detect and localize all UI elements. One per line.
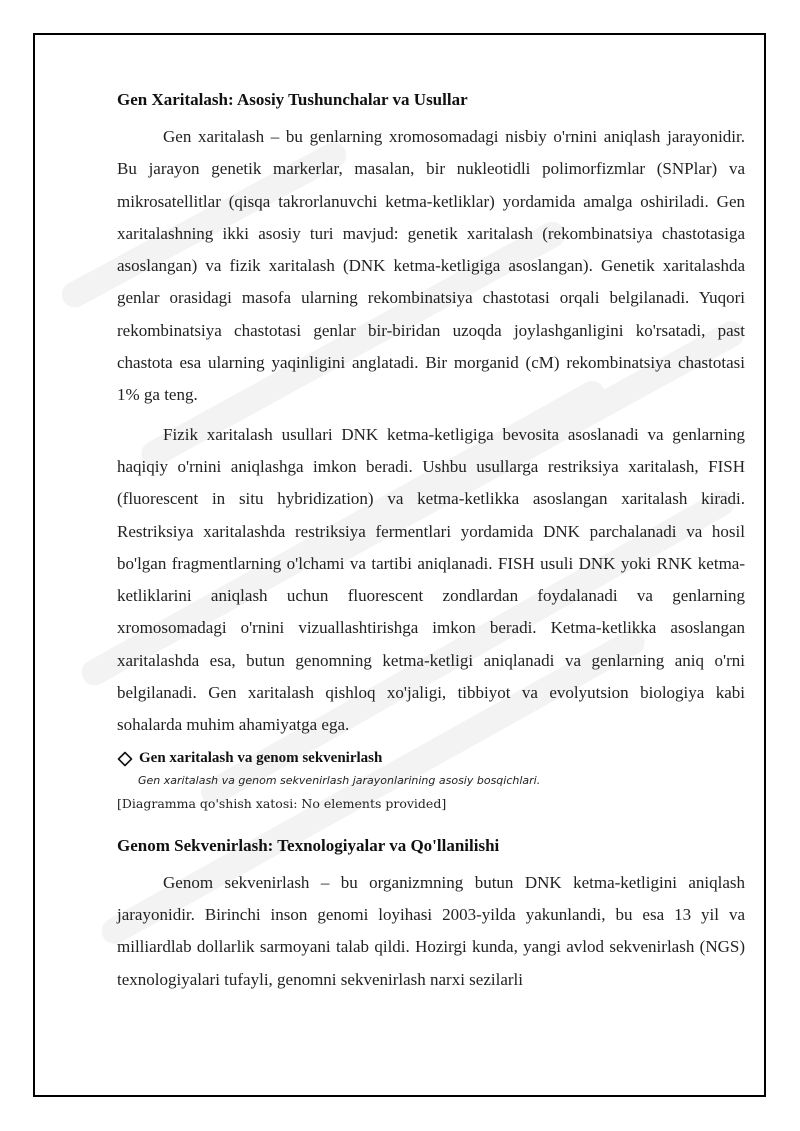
paragraph: Fizik xaritalash usullari DNK ketma-ketligiga bevosita asoslanadi va genlarning haqiqiy o'rnini aniqlashga imkon beradi. Ushbu usullarga restriksiya xaritalash, FISH (fluorescent in situ hybridization) va ketma-ketlikka asoslangan xaritalash kiradi. Restriksiya xaritalashda restriksiya fermentlari yordamida DNK parchalanadi va hosil bo'lgan fragmentlarning o'lchami va tartibi aniqlanadi. FISH usuli DNK yoki RNK ketma-ketliklarini aniqlash uchun fluorescent zondlardan foydalanadi va genlarning xromosomadagi o'rnini vizuallashtirishga imkon beradi. Ketma-ketlikka asoslangan xaritalashda esa, butun genomning ketma-ketligi aniqlanadi va genlarning aniq o'rni belgilanadi. Gen xaritalash qishloq xo'jaligi, tibbiyot va evolyutsion biologiya kabi sohalarda muhim ahamiyatga ega. [117, 424, 745, 735]
diagram-title [117, 749, 745, 769]
section-heading-genome-sequencing: Genom Sekvenirlash: Texnologiyalar va Qo'llanilishi [117, 835, 500, 855]
diagram-title-text: Gen xaritalash va genom sekvenirlash [139, 750, 383, 767]
diamond-outline-icon [117, 751, 133, 767]
page-frame [33, 33, 766, 1097]
document-body [117, 87, 745, 1003]
diagram-block [117, 749, 745, 814]
section-heading-gene-mapping: Gen Xaritalash: Asosiy Tushunchalar va Usullar [117, 90, 468, 109]
paragraph: Genom sekvenirlash – bu organizmning butun DNK ketma-ketligini aniqlash jarayonidir. Birinchi inson genomi loyihasi 2003-yilda yakunlandi, bu esa 13 yil va milliardlab dollarlik sarmoyani talab qildi. Hozirgi kunda, yangi avlod sekvenirlash (NGS) texnologiyalari tufayli, genomni sekvenirlash narxi sezilarli [117, 872, 745, 989]
diagram-caption: Gen xaritalash va genom sekvenirlash jarayonlarining asosiy bosqichlari. [138, 773, 541, 787]
diagram-error-message: [Diagramma qo'shish xatosi: No elements provided] [117, 795, 447, 811]
paragraph: Gen xaritalash – bu genlarning xromosomadagi nisbiy o'rnini aniqlash jarayonidir. Bu jarayon genetik markerlar, masalan, bir nukleotidli polimorfizmlar (SNPlar) va mikrosatellitlar (qisqa takrorlanuvchi ketma-ketliklar) yordamida amalga oshiriladi. Gen xaritalashning ikki asosiy turi mavjud: genetik xaritalash (rekombinatsiya chastotasiga asoslangan) va fizik xaritalash (DNK ketma-ketligiga asoslangan). Genetik xaritalashda genlar orasidagi masofa ularning rekombinatsiya chastotasi orqali belgilanadi. Yuqori rekombinatsiya chastotasi genlar bir-biridan uzoqda joylashganligini ko'rsatadi, past chastota esa ularning yaqinligini anglatadi. Bir morganid (cM) rekombinatsiya chastotasi 1% ga teng. [117, 127, 745, 405]
